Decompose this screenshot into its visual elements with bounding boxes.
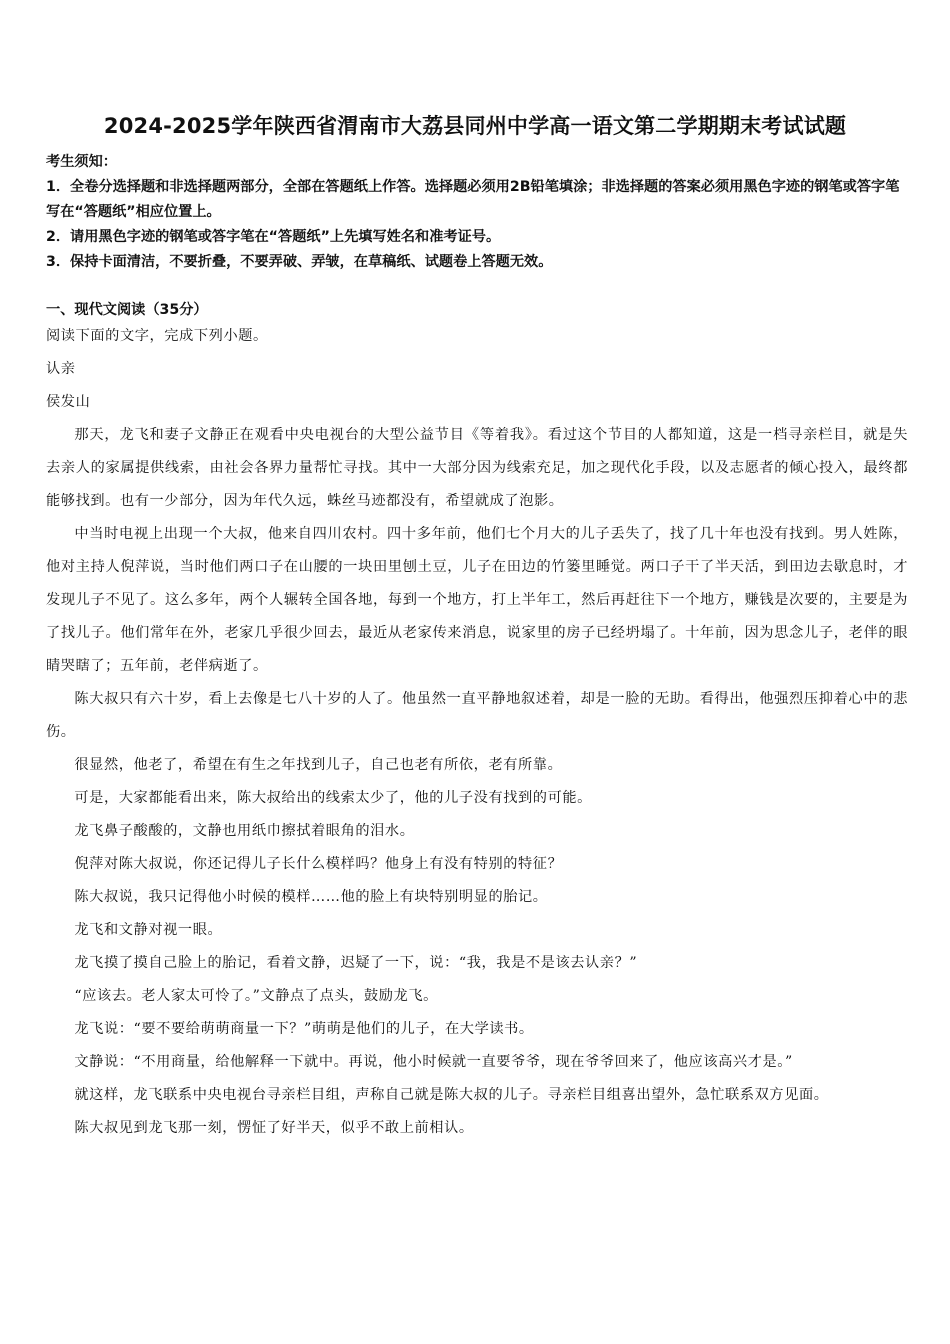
story-paragraph: 陈大叔只有六十岁，看上去像是七八十岁的人了。他虽然一直平静地叙述着，却是一脸的无助。看得出，他强烈压抑着心中的悲伤。 [46, 691, 908, 740]
exam-title: 2024-2025学年陕西省渭南市大荔县同州中学高一语文第二学期期末考试试题 [103, 114, 847, 138]
story-paragraph: 就这样，龙飞联系中央电视台寻亲栏目组，声称自己就是陈大叔的儿子。寻亲栏目组喜出望外，急忙联系双方见面。 [74, 1087, 829, 1103]
story-paragraph: 龙飞鼻子酸酸的，文静也用纸巾擦拭着眼角的泪水。 [74, 823, 415, 839]
story-paragraph: 文静说：“不用商量，给他解释一下就中。再说，他小时候就一直要爷爷，现在爷爷回来了，他应该高兴才是。” [74, 1054, 793, 1070]
notice-item: 3．保持卡面清洁，不要折叠，不要弄破、弄皱，在草稿纸、试题卷上答题无效。 [46, 254, 553, 270]
story-paragraph: 倪萍对陈大叔说，你还记得儿子长什么模样吗？他身上有没有特别的特征？ [74, 856, 563, 872]
story-paragraph: “应该去。老人家太可怜了。”文静点了点头，鼓励龙飞。 [74, 988, 438, 1004]
story-title: 认亲 [46, 361, 76, 377]
reading-instruction: 阅读下面的文字，完成下列小题。 [46, 328, 268, 344]
notice-item: 2．请用黑色字迹的钢笔或答字笔在“答题纸”上先填写姓名和准考证号。 [46, 229, 501, 245]
story-paragraph: 很显然，他老了，希望在有生之年找到儿子，自己也老有所依，老有所靠。 [74, 757, 563, 773]
story-paragraph: 那天，龙飞和妻子文静正在观看中央电视台的大型公益节目《等着我》。看过这个节目的人都知道，这是一档寻亲栏目，就是失去亲人的家属提供线索，由社会各界力量帮忙寻找。其中一大部分因为线索充足，加之现代化手段，以及志愿者的倾心投入，最终都能够找到。也有一少部分，因为年代久远，蛛丝马迹都没有，希望就成了泡影。 [46, 427, 908, 509]
story-paragraph: 可是，大家都能看出来，陈大叔给出的线索太少了，他的儿子没有找到的可能。 [74, 790, 592, 806]
notice-item: 1．全卷分选择题和非选择题两部分，全部在答题纸上作答。选择题必须用2B铅笔填涂；非选择题的答案必须用黑色字迹的钢笔或答字笔写在“答题纸”相应位置上。 [46, 179, 900, 220]
story-paragraph: 龙飞和文静对视一眼。 [74, 922, 223, 938]
section-heading: 一、现代文阅读（35分） [46, 302, 208, 318]
candidate-notice [46, 150, 908, 275]
story-paragraph: 中当时电视上出现一个大叔，他来自四川农村。四十多年前，他们七个月大的儿子丢失了，找了几十年也没有找到。男人姓陈，他对主持人倪萍说，当时他们两口子在山腰的一块田里刨土豆，儿子在田边的竹篓里睡觉。两口子干了半天活，到田边去歇息时，才发现儿子不见了。这么多年，两个人辗转全国各地，每到一个地方，打上半年工，然后再赶往下一个地方，赚钱是次要的，主要是为了找儿子。他们常年在外，老家几乎很少回去，最近从老家传来消息，说家里的房子已经坍塌了。十年前，因为思念儿子，老伴的眼睛哭瞎了；五年前，老伴病逝了。 [46, 526, 908, 674]
story-author: 侯发山 [46, 394, 91, 410]
story-paragraph: 陈大叔说，我只记得他小时候的模样……他的脸上有块特别明显的胎记。 [74, 889, 548, 905]
story-paragraph: 龙飞摸了摸自己脸上的胎记，看着文静，迟疑了一下，说：“我，我是不是该去认亲？” [74, 955, 638, 971]
reading-passage [46, 320, 908, 1145]
story-paragraph: 龙飞说：“要不要给萌萌商量一下？”萌萌是他们的儿子，在大学读书。 [74, 1021, 534, 1037]
story-paragraph: 陈大叔见到龙飞那一刻，愣怔了好半天，似乎不敢上前相认。 [74, 1120, 474, 1136]
notice-heading: 考生须知： [46, 154, 117, 170]
